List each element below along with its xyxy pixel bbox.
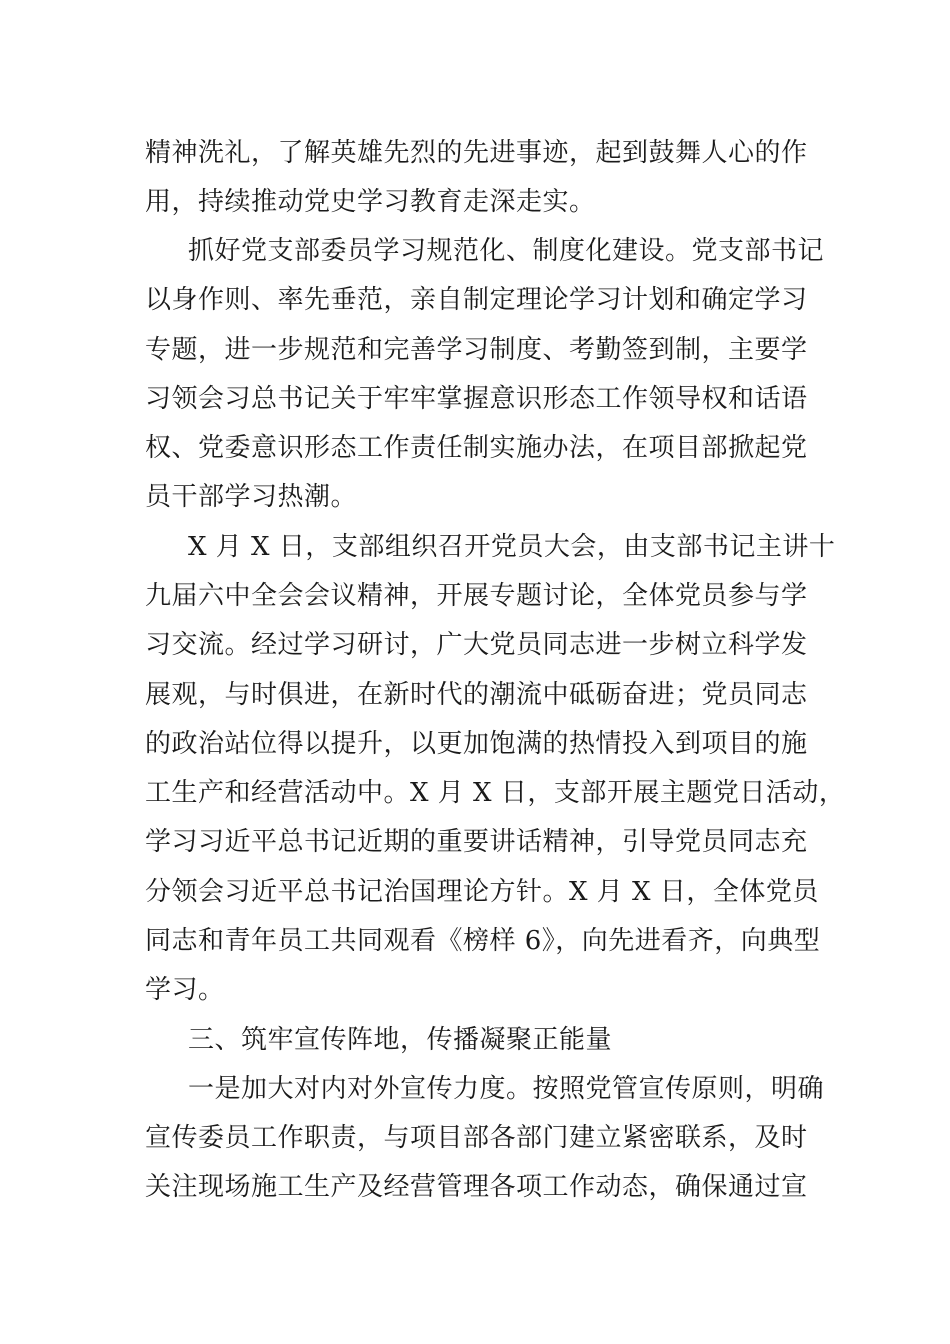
body-text-line: 习领会习总书记关于牢牢掌握意识形态工作领导权和话语 — [145, 384, 808, 414]
body-text-line: 工生产和经营活动中。X 月 X 日，支部开展主题党日活动， — [145, 778, 846, 808]
body-text-line: 展观，与时俱进，在新时代的潮流中砥砺奋进；党员同志 — [145, 680, 808, 710]
body-text-line: 分领会习近平总书记治国理论方针。X 月 X 日，全体党员 — [145, 877, 819, 907]
paragraph-start-line: 一是加大对内对外宣传力度。按照党管宣传原则，明确 — [188, 1074, 825, 1104]
body-text-line: 精神洗礼，了解英雄先烈的先进事迹，起到鼓舞人心的作 — [145, 138, 808, 168]
body-text-line: 专题，进一步规范和完善学习制度、考勤签到制，主要学 — [145, 335, 808, 365]
body-text-line: 宣传委员工作职责，与项目部各部门建立紧密联系，及时 — [145, 1123, 808, 1153]
paragraph-start-line: X 月 X 日，支部组织召开党员大会，由支部书记主讲十 — [188, 532, 836, 562]
body-text-line: 权、党委意识形态工作责任制实施办法，在项目部掀起党 — [145, 433, 808, 463]
body-text-line: 九届六中全会会议精神，开展专题讨论，全体党员参与学 — [145, 581, 808, 611]
body-text-line: 员干部学习热潮。 — [145, 482, 358, 512]
section-heading: 三、筑牢宣传阵地，传播凝聚正能量 — [188, 1025, 613, 1055]
body-text-line: 以身作则、率先垂范，亲自制定理论学习计划和确定学习 — [145, 285, 808, 315]
paragraph-start-line: 抓好党支部委员学习规范化、制度化建设。党支部书记 — [188, 236, 825, 266]
body-text-line: 学习。 — [145, 975, 225, 1005]
body-text-line: 关注现场施工生产及经营管理各项工作动态，确保通过宣 — [145, 1172, 808, 1202]
body-text-line: 用，持续推动党史学习教育走深走实。 — [145, 187, 596, 217]
body-text-line: 的政治站位得以提升，以更加饱满的热情投入到项目的施 — [145, 729, 808, 759]
body-text-line: 同志和青年员工共同观看《榜样 6》，向先进看齐，向典型 — [145, 926, 821, 956]
body-text-line: 习交流。经过学习研讨，广大党员同志进一步树立科学发 — [145, 630, 808, 660]
body-text-line: 学习习近平总书记近期的重要讲话精神，引导党员同志充 — [145, 827, 808, 857]
